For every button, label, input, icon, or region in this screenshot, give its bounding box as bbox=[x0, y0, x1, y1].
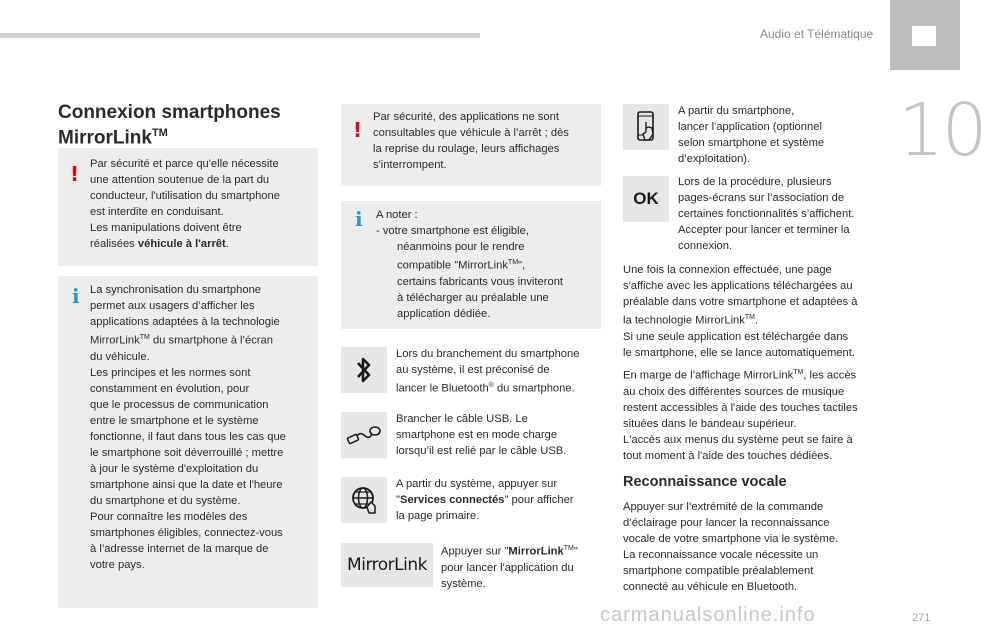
chapter-number: 10 bbox=[898, 88, 986, 172]
warning-line: Les manipulations doivent être bbox=[90, 222, 242, 234]
usb-cable-icon-box bbox=[341, 412, 387, 458]
info-line: à l’adresse internet de la marque de bbox=[90, 542, 269, 555]
smartphone-icon-box bbox=[623, 104, 669, 150]
info-box-synchronisation bbox=[58, 276, 318, 608]
step-ok-text: Lors de la procédure, plusieurs pages-écrans sur l’association de certaines fonctionnalités s’affichent. Accepter pour lancer et terminer la connexion. bbox=[678, 176, 855, 252]
step-bluetooth-text: Lors du branchement du smartphone au système, il est préconisé de lancer le Bluetooth® du smartphone. bbox=[396, 348, 580, 395]
warning-icon: ! bbox=[70, 162, 80, 186]
info-icon: i bbox=[355, 207, 363, 231]
info-line: A noter : bbox=[376, 209, 418, 221]
step-mirrorlink-text: Appuyer sur "MirrorLink™" pour lancer l'application du système. bbox=[441, 545, 578, 590]
info-line: entre le smartphone et le système bbox=[90, 414, 259, 427]
bluetooth-icon-box bbox=[341, 347, 387, 393]
info-line: - votre smartphone est éligible, bbox=[376, 225, 529, 237]
ok-button-icon-box bbox=[623, 176, 669, 222]
info-line: smartphones éligibles, connectez-vous bbox=[90, 526, 283, 539]
globe-hand-icon bbox=[349, 485, 379, 515]
connected-services-icon-box bbox=[341, 477, 387, 523]
info-line: du smartphone et du système. bbox=[90, 494, 241, 507]
page-number: 271 bbox=[912, 612, 931, 624]
warning-box-applications bbox=[341, 104, 601, 186]
bluetooth-icon bbox=[353, 355, 375, 385]
warning-line: Par sécurité, des applications ne sont bbox=[373, 111, 559, 123]
paragraph-mirrorlink-margin: En marge de l’affichage MirrorLink™, les accès au choix des différentes sources de musique restent accessibles à l'aide des touches tactiles situées dans le bandeau supérieur. L'accès aux menus du système peut se faire à tout moment à l'aide des touches dédiées. bbox=[623, 369, 858, 462]
warning-line: la reprise du roulage, leurs affichages bbox=[373, 143, 560, 155]
info-box-note bbox=[341, 201, 601, 329]
page-title-line2: MirrorLink™ bbox=[58, 127, 168, 149]
warning-line: une attention soutenue de la part du bbox=[90, 174, 270, 186]
chapter-tab-mark bbox=[912, 26, 936, 46]
page-title-line1: Connexion smartphones bbox=[58, 102, 281, 123]
ok-icon: OK bbox=[633, 189, 659, 208]
info-line: application dédiée. bbox=[397, 307, 491, 320]
info-line: smartphone ainsi que la date et l'heure bbox=[90, 478, 283, 491]
info-line: permet aux usagers d’afficher les bbox=[90, 300, 255, 312]
info-line: compatible "MirrorLink™", bbox=[397, 259, 526, 272]
header-rule bbox=[0, 33, 480, 38]
watermark: carmanualsonline.info bbox=[600, 604, 816, 626]
info-line: à jour le système d'exploitation du bbox=[90, 462, 259, 475]
info-line: MirrorLink™ du smartphone à l’écran bbox=[90, 334, 273, 347]
info-line: néanmoins pour le rendre bbox=[397, 241, 525, 253]
warning-line: s'interrompent. bbox=[373, 159, 447, 171]
mirrorlink-logo-box bbox=[341, 543, 433, 587]
info-line: applications adaptées à la technologie bbox=[90, 316, 280, 328]
warning-line: Par sécurité et parce qu'elle nécessite bbox=[90, 158, 279, 170]
mirrorlink-logo: MirrorLink bbox=[347, 555, 427, 575]
warning-line: consultables que véhicule à l’arrêt ; dès bbox=[373, 127, 569, 139]
info-line: Pour connaître les modèles des bbox=[90, 510, 248, 523]
step-services-text: A partir du système, appuyer sur "Services connectés" pour afficher la page primaire. bbox=[396, 478, 574, 522]
info-line: Les principes et les normes sont bbox=[90, 366, 251, 379]
warning-box-driving bbox=[58, 148, 318, 266]
info-line: à télécharger au préalable une bbox=[397, 291, 549, 304]
info-line: du véhicule. bbox=[90, 350, 150, 363]
info-line: que le processus de communication bbox=[90, 398, 269, 411]
usb-cable-icon bbox=[345, 422, 383, 448]
info-line: La synchronisation du smartphone bbox=[90, 284, 262, 296]
voice-heading: Reconnaissance vocale bbox=[623, 474, 787, 490]
warning-line: est interdite en conduisant. bbox=[90, 206, 224, 218]
info-line: certains fabricants vous inviteront bbox=[397, 275, 564, 288]
info-icon: i bbox=[72, 284, 80, 308]
step-phone-text: A partir du smartphone, lancer l'application (optionnel selon smartphone et système d’exploitation). bbox=[678, 105, 825, 165]
info-line: fonctionne, il faut dans tous les cas que bbox=[90, 430, 286, 443]
info-line: votre pays. bbox=[90, 558, 145, 571]
info-line: constamment en évolution, pour bbox=[90, 382, 250, 395]
warning-line: réalisées véhicule à l'arrêt. bbox=[90, 238, 229, 250]
paragraph-voice: Appuyer sur l’extrémité de la commande d’éclairage pour lancer la reconnaissance vocale de votre smartphone via le système. La reconnaissance vocale nécessite un smartphone compatible préalablement connecté au véhicule en Bluetooth. bbox=[623, 501, 839, 593]
warning-icon: ! bbox=[353, 118, 363, 142]
step-usb-text: Brancher le câble USB. Le smartphone est en mode charge lorsqu’il est relié par le câble USB. bbox=[396, 413, 567, 457]
page-title bbox=[58, 103, 281, 148]
smartphone-touch-icon bbox=[633, 110, 659, 144]
paragraph-connection: Une fois la connexion effectuée, une page s'affiche avec les applications téléchargées au préalable dans votre smartphone et adaptées à la technologie MirrorLink™. Si une seule application est téléchargée dans le smartphone, elle se lance automatiquement. bbox=[623, 264, 858, 359]
warning-line: conducteur, l'utilisation du smartphone bbox=[90, 190, 280, 202]
section-title: Audio et Télématique bbox=[760, 27, 874, 41]
info-line: le smartphone soit déverrouillé ; mettre bbox=[90, 446, 284, 459]
